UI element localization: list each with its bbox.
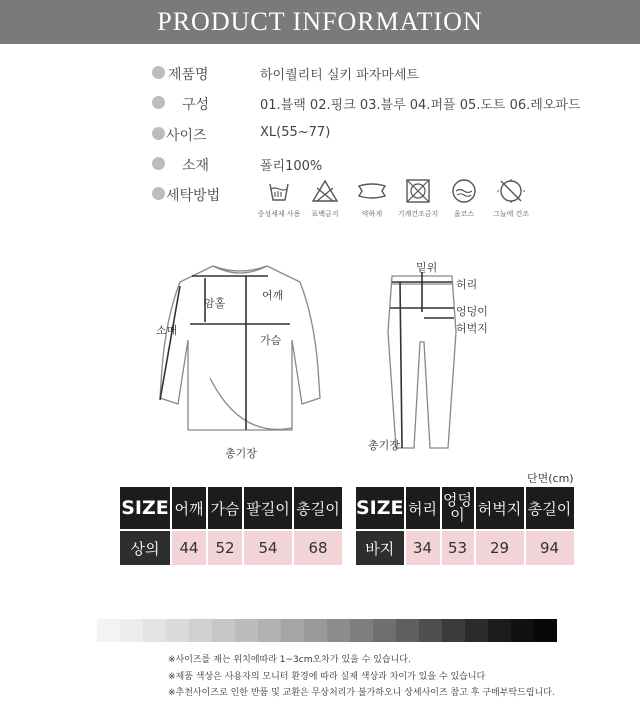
waist-label: 허리 xyxy=(456,278,478,291)
hip-label: 엉덩이 xyxy=(456,305,488,318)
gray-swatch xyxy=(212,619,235,642)
sleeve-label: 소매 xyxy=(156,324,178,337)
info-label: 소재 xyxy=(182,158,210,174)
table-header-cell: 어깨 xyxy=(171,486,207,530)
top-size-table xyxy=(118,485,344,567)
care-shade-dry xyxy=(479,178,543,219)
rise-label: 밑위 xyxy=(416,261,438,274)
info-value: XL(55~77) xyxy=(260,125,331,140)
table-header-cell: 팔길이 xyxy=(243,486,293,530)
table-cell: 44 xyxy=(171,530,207,566)
info-value: 하이퀄리티 실키 파자마세트 xyxy=(260,68,419,83)
gray-swatch xyxy=(258,619,281,642)
table-cell: 54 xyxy=(243,530,293,566)
note-line: ※추천사이즈로 인한 반품 및 교환은 무상처리가 불가하오니 상세사이즈 참고 후 구매부탁드립니다. xyxy=(168,688,555,698)
table-header-cell: SIZE xyxy=(355,486,405,530)
chest-label: 가슴 xyxy=(260,334,282,347)
table-cell: 29 xyxy=(475,530,525,566)
wool-course-icon xyxy=(451,178,477,204)
care-label: 울코스 xyxy=(453,210,475,218)
gray-swatch xyxy=(235,619,258,642)
info-label: 구성 xyxy=(182,97,210,113)
unit-label: 단면(cm) xyxy=(527,472,574,485)
table-cell: 94 xyxy=(525,530,575,566)
gray-swatch xyxy=(488,619,511,642)
top-outline xyxy=(160,266,320,430)
info-value: 01.블랙 02.핑크 03.블루 04.퍼플 05.도트 06.레오파드 xyxy=(260,98,581,113)
info-value: 폴리100% xyxy=(260,159,323,174)
no-bleach-icon xyxy=(311,178,339,204)
table-header-cell: 총길이 xyxy=(525,486,575,530)
table-header-row xyxy=(355,486,575,530)
gray-swatch xyxy=(327,619,350,642)
gray-swatch xyxy=(419,619,442,642)
gray-swatch xyxy=(120,619,143,642)
gray-swatch xyxy=(189,619,212,642)
info-label: 제품명 xyxy=(168,67,209,83)
pants-size-table xyxy=(354,485,576,567)
hand-wash-icon xyxy=(266,178,292,204)
note-line: ※제품 색상은 사용자의 모니터 환경에 따라 실제 색상과 차이가 있을 수 있습니다 xyxy=(168,672,486,682)
info-label: 사이즈 xyxy=(166,128,207,144)
table-row xyxy=(355,530,575,566)
gray-swatch xyxy=(511,619,534,642)
care-label: 표백금지 xyxy=(311,210,339,218)
gray-swatch xyxy=(97,619,120,642)
table-header-cell: SIZE xyxy=(119,486,171,530)
table-header-row xyxy=(119,486,343,530)
pants-measurement-diagram xyxy=(384,272,464,454)
gray-swatch xyxy=(465,619,488,642)
gray-swatch xyxy=(442,619,465,642)
armhole-label: 암홀 xyxy=(204,297,226,310)
care-label: 그늘에 건조 xyxy=(492,210,530,218)
table-cell: 52 xyxy=(207,530,243,566)
title-banner xyxy=(0,0,640,44)
gray-swatch xyxy=(281,619,304,642)
table-header-cell: 가슴 xyxy=(207,486,243,530)
shade-dry-icon xyxy=(496,178,526,204)
note-line: ※사이즈를 재는 위치에따라 1~3cm오차가 있을 수 있습니다. xyxy=(168,655,411,665)
bullet-icon xyxy=(152,127,165,140)
grayscale-swatch-strip xyxy=(97,619,557,642)
bullet-icon xyxy=(152,157,165,170)
gray-swatch xyxy=(350,619,373,642)
gray-swatch xyxy=(143,619,166,642)
care-label: 기계건조금지 xyxy=(397,210,439,218)
pants-measure-lines xyxy=(390,272,454,448)
bullet-icon xyxy=(152,96,165,109)
care-label: 약하게 xyxy=(361,210,383,218)
info-label: 세탁방법 xyxy=(166,188,221,204)
pants-length-label: 총기장 xyxy=(368,439,400,452)
no-tumble-dry-icon xyxy=(405,178,431,204)
page-title: PRODUCT INFORMATION xyxy=(157,7,483,36)
table-header-cell: 허리 xyxy=(405,486,441,530)
gray-swatch xyxy=(166,619,189,642)
table-header-cell: 총길이 xyxy=(293,486,343,530)
table-cell: 상의 xyxy=(119,530,171,566)
gray-swatch xyxy=(534,619,557,642)
gray-swatch xyxy=(373,619,396,642)
table-cell: 34 xyxy=(405,530,441,566)
top-measurement-diagram xyxy=(150,258,330,468)
table-row xyxy=(119,530,343,566)
thigh-label: 허벅지 xyxy=(456,322,488,335)
iron-low-icon xyxy=(356,178,388,204)
table-cell: 68 xyxy=(293,530,343,566)
bullet-icon xyxy=(152,66,165,79)
table-header-cell: 허벅지 xyxy=(475,486,525,530)
table-header-cell: 엉덩이 xyxy=(441,486,475,530)
care-label: 중성세제 사용 xyxy=(257,210,301,218)
bullet-icon xyxy=(152,187,165,200)
gray-swatch xyxy=(396,619,419,642)
gray-swatch xyxy=(304,619,327,642)
top-length-label: 총기장 xyxy=(225,447,257,460)
table-cell: 53 xyxy=(441,530,475,566)
table-cell: 바지 xyxy=(355,530,405,566)
shoulder-label: 어깨 xyxy=(262,289,284,302)
